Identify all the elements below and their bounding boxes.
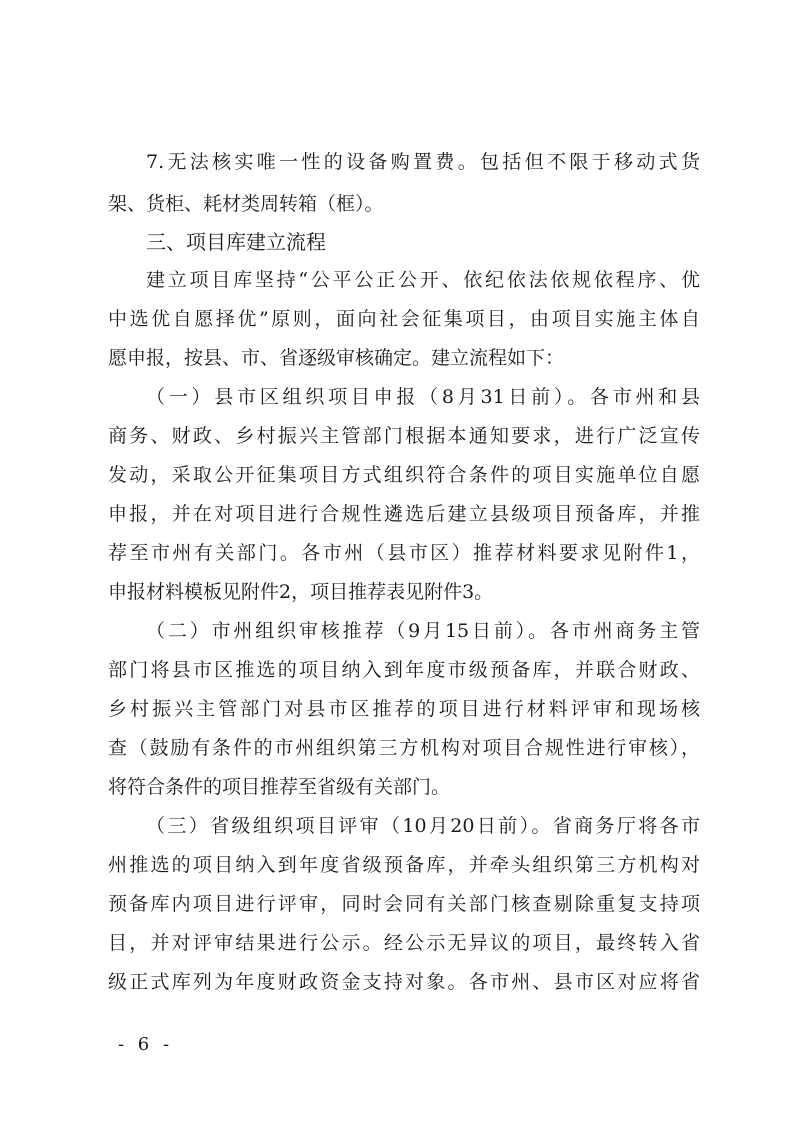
text-line: 预备库内项目进行评审，同时会同有关部门核查剔除重复支持项 (108, 893, 700, 915)
text-line: 乡村振兴主管部门对县市区推荐的项目进行材料评审和现场核 (108, 698, 700, 720)
text-line: （一）县市区组织项目申报（8月31日前）。各市州和县 (146, 386, 700, 408)
text-line: 级正式库列为年度财政资金支持对象。各市州、县市区对应将省 (108, 971, 700, 993)
page-number: - 6 - (118, 1034, 174, 1055)
text-line: 申报，并在对项目进行合规性遴选后建立县级项目预备库，并推 (108, 503, 700, 525)
text-line: 发动，采取公开征集项目方式组织符合条件的项目实施单位自愿 (108, 464, 700, 486)
text-line: 7.无法核实唯一性的设备购置费。包括但不限于移动式货 (146, 151, 700, 173)
text-line: 查（鼓励有条件的市州组织第三方机构对项目合规性进行审核）， (108, 737, 700, 759)
text-line: 荐至市州有关部门。各市州（县市区）推荐材料要求见附件1， (108, 542, 700, 564)
text-line: 中选优自愿择优”原则，面向社会征集项目，由项目实施主体自 (108, 308, 700, 330)
text-line: 商务、财政、乡村振兴主管部门根据本通知要求，进行广泛宣传 (108, 425, 700, 447)
text-line: 目，并对评审结果进行公示。经公示无异议的项目，最终转入省 (108, 932, 700, 954)
text-line: 州推选的项目纳入到年度省级预备库，并牵头组织第三方机构对 (108, 854, 700, 876)
text-line: 建立项目库坚持“公平公正公开、依纪依法依规依程序、优 (146, 269, 700, 291)
text-line: 将符合条件的项目推荐至省级有关部门。 (108, 776, 451, 798)
text-line: 部门将县市区推选的项目纳入到年度市级预备库，并联合财政、 (108, 659, 700, 681)
text-line: 申报材料模板见附件2，项目推荐表见附件3。 (108, 581, 494, 603)
text-line: 愿申报，按县、市、省逐级审核确定。建立流程如下： (108, 347, 565, 369)
text-line: 架、货柜、耗材类周转箱（框）。 (108, 193, 384, 215)
text-line: （二）市州组织审核推荐（9月15日前）。各市州商务主管 (146, 620, 700, 642)
text-line: （三）省级组织项目评审（10月20日前）。省商务厅将各市 (146, 815, 700, 837)
section-heading: 三、项目库建立流程 (146, 230, 326, 254)
